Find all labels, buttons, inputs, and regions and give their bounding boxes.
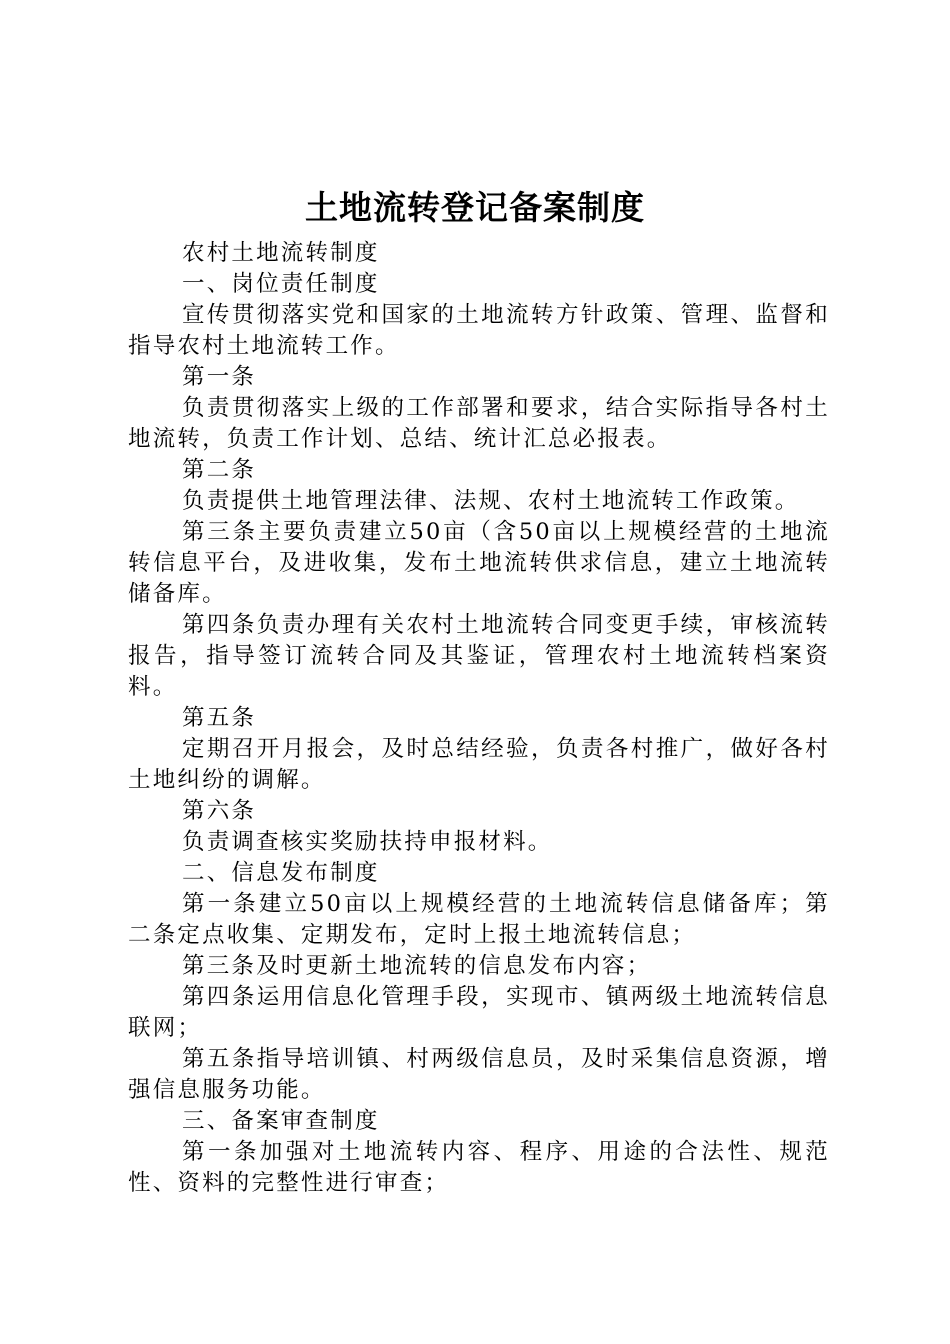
section-heading: 三、备案审查制度: [182, 1108, 380, 1134]
paragraph: 负责贯彻落实上级的工作部署和要求，结合实际指导各村土地流转，负责工作计划、总结、统计汇总必报表。: [128, 395, 830, 452]
article-heading: 第五条: [182, 705, 257, 731]
paragraph: 宣传贯彻落实党和国家的土地流转方针政策、管理、监督和指导农村土地流转工作。: [128, 302, 830, 359]
document-body: [128, 238, 830, 1199]
paragraph: 第四条运用信息化管理手段，实现市、镇两级土地流转信息联网；: [128, 984, 830, 1041]
paragraph: 农村土地流转制度: [182, 240, 380, 266]
paragraph: 第一条建立50亩以上规模经营的土地流转信息储备库；第二条定点收集、定期发布，定时上报土地流转信息；: [128, 891, 830, 948]
article-heading: 第一条: [182, 364, 257, 390]
paragraph: 第三条主要负责建立50亩（含50亩以上规模经营的土地流转信息平台，及进收集，发布土地流转供求信息，建立土地流转储备库。: [128, 519, 830, 607]
article-heading: 第六条: [182, 798, 257, 824]
section-heading: 一、岗位责任制度: [182, 271, 380, 297]
paragraph: 第五条指导培训镇、村两级信息员，及时采集信息资源，增强信息服务功能。: [128, 1046, 830, 1103]
paragraph: 第三条及时更新土地流转的信息发布内容；: [182, 953, 652, 979]
paragraph: 定期召开月报会，及时总结经验，负责各村推广，做好各村土地纠纷的调解。: [128, 736, 830, 793]
paragraph: 第一条加强对土地流转内容、程序、用途的合法性、规范性、资料的完整性进行审查；: [128, 1139, 830, 1196]
article-heading: 第二条: [182, 457, 257, 483]
paragraph: 第四条负责办理有关农村土地流转合同变更手续，审核流转报告，指导签订流转合同及其鉴证，管理农村土地流转档案资料。: [128, 612, 830, 700]
paragraph: 负责调查核实奖励扶持申报材料。: [182, 829, 553, 855]
paragraph: 负责提供土地管理法律、法规、农村土地流转工作政策。: [182, 488, 800, 514]
document-title: 土地流转登记备案制度: [305, 188, 645, 227]
section-heading: 二、信息发布制度: [182, 860, 380, 886]
